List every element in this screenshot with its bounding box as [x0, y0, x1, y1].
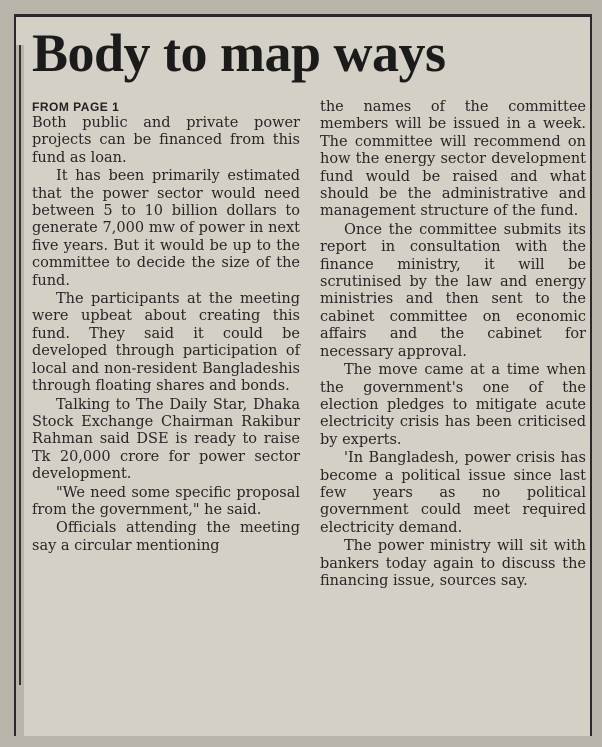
paragraph: The power ministry will sit with bankers today again to discuss the financing issue, sources say.	[320, 538, 586, 589]
headline: Body to map ways	[32, 23, 446, 83]
paragraph: The move came at a time when the government's one of the election pledges to mitigate acute electricity crisis has been criticised by experts.	[320, 362, 586, 448]
left-column	[32, 99, 300, 556]
paragraph: "We need some specific proposal from the government," he said.	[32, 484, 300, 518]
paragraph: It has been primarily estimated that the power sector would need between 5 to 10 billion dollars to generate 7,000 mw of power in next five years. But it would be up to the committee to decide the size of the fund.	[32, 168, 300, 289]
paragraph: 'In Bangladesh, power crisis has become a political issue since last few years as no political government could meet required electricity demand.	[320, 450, 586, 536]
paragraph: Talking to The Daily Star, Dhaka Stock Exchange Chairman Rakibur Rahman said DSE is ready to raise Tk 20,000 crore for power sector development.	[32, 396, 300, 483]
news-clipping	[14, 14, 592, 736]
paragraph: Both public and private power projects can be financed from this fund as loan.	[32, 115, 300, 166]
paragraph: Officials attending the meeting say a circular mentioning	[32, 520, 300, 554]
paragraph: the names of the committee members will be issued in a week. The committee will recommend on how the energy sector development fund would be raised and what should be the administrative and management structure of the fund.	[320, 99, 586, 220]
right-column	[320, 99, 586, 591]
adjacent-column-rule	[16, 45, 24, 736]
jump-label: FROM PAGE 1	[32, 100, 120, 114]
paragraph: The participants at the meeting were upbeat about creating this fund. They said it could be developed through participation of local and non-resident Bangladeshis through floating shares and bonds.	[32, 291, 300, 395]
paragraph: Once the committee submits its report in consultation with the finance ministry, it will be scrutinised by the law and energy ministries and then sent to the cabinet committee on economic affairs and the cabinet for necessary approval.	[320, 221, 586, 360]
